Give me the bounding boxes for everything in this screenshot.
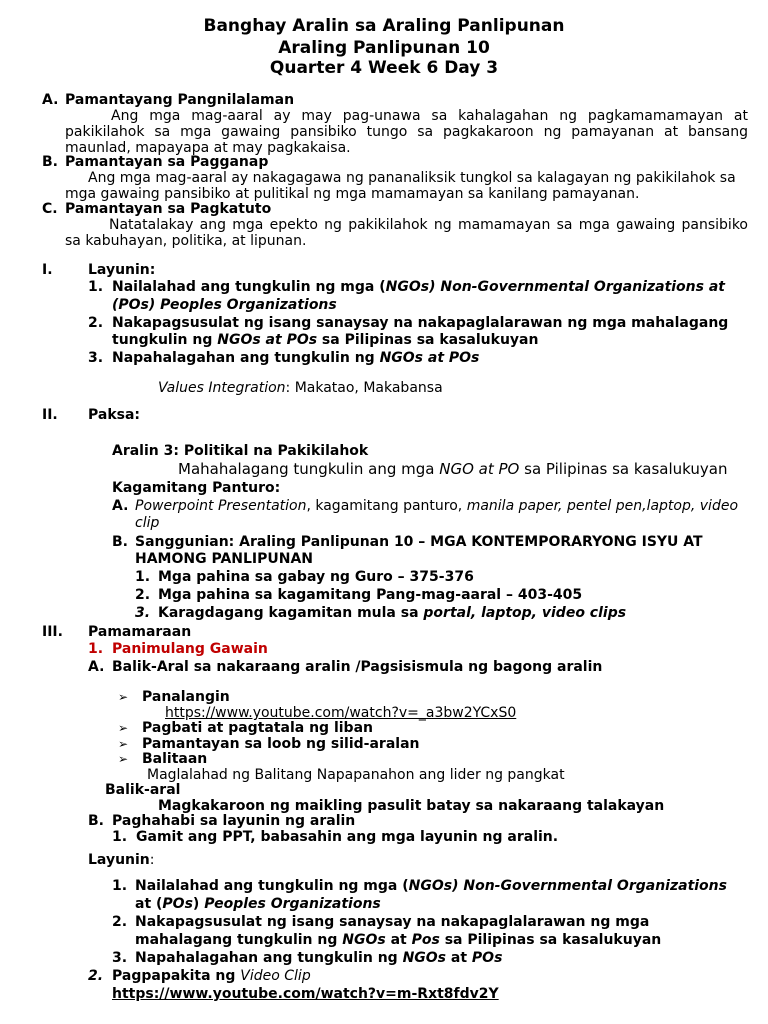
step-a-letter: A. <box>88 659 105 675</box>
aralin-title: Aralin 3: Politikal na Pakikilahok <box>112 443 369 459</box>
goal-1-line-2: at (POs) Peoples Organizations <box>135 896 381 912</box>
step-b-title: Paghahabi sa layunin ng aralin <box>112 813 356 829</box>
goal-3-number: 3. <box>112 950 128 966</box>
balik-aral-text: Magkakaroon ng maikling pasulit batay sa nakaraang talakayan <box>158 798 665 814</box>
balitaan-text: Maglalahad ng Balitang Napapanahon ang lider ng pangkat <box>147 767 565 783</box>
arrow-bullet-icon: ➢ <box>118 752 129 766</box>
kagamitan-b-letter: B. <box>112 534 128 550</box>
video-step-number: 2. <box>88 968 104 984</box>
title-line-1: Banghay Aralin sa Araling Panlipunan <box>203 16 565 36</box>
prayer-video-link[interactable]: https://www.youtube.com/watch?v=_a3bw2YCxS0 <box>165 705 517 721</box>
video-clip-link[interactable]: https://www.youtube.com/watch?v=m-Rxt8fdv2Y <box>112 986 499 1002</box>
layunin-label: Layunin: <box>88 852 155 868</box>
step-b1-text: Gamit ang PPT, babasahin ang mga layunin ng aralin. <box>136 829 559 845</box>
standard-a-text: Ang mga mag-aaral ay may pag-unawa sa kahalagahan ng pagkamamamayan at pakikilahok sa mga gawaing pansibiko tungo sa pagkakaroon ng pamayanan at bansang maunlad, mapayapa at may pagkakaisa. <box>65 108 748 156</box>
goal-1-number: 1. <box>112 878 128 894</box>
objective-3-number: 3. <box>88 350 104 366</box>
sanggunian-line-2: HAMONG PANLIPUNAN <box>135 551 314 567</box>
section-3-number: III. <box>42 624 63 640</box>
section-1-number: I. <box>42 262 53 278</box>
standard-c-letter: C. <box>42 201 58 217</box>
objective-2-line-1: Nakapagsusulat ng isang sanaysay na nakapaglalarawan ng mga mahalagang <box>112 315 729 331</box>
reference-3: Karagdagang kagamitan mula sa portal, laptop, video clips <box>158 605 627 621</box>
title-line-2: Araling Panlipunan 10 <box>278 38 490 58</box>
reference-3-number: 3. <box>135 605 151 621</box>
objective-3-line: Napahalagahan ang tungkulin ng NGOs at POs <box>112 350 480 366</box>
aralin-subtitle: Mahahalagang tungkulin ang mga NGO at PO sa Pilipinas sa kasalukuyan <box>178 460 728 478</box>
bullet-panalangin: Panalangin <box>142 689 230 705</box>
panimula-title: Panimulang Gawain <box>112 641 268 657</box>
section-1-title: Layunin: <box>88 262 156 278</box>
bullet-pagbati: Pagbati at pagtatala ng liban <box>142 720 373 736</box>
reference-2: Mga pahina sa kagamitang Pang-mag-aaral – 403-405 <box>158 587 583 603</box>
objective-1-number: 1. <box>88 279 104 295</box>
step-b-letter: B. <box>88 813 104 829</box>
goal-2-line-1: Nakapagsusulat ng isang sanaysay na nakapaglalarawan ng mga <box>135 914 650 930</box>
goal-2-number: 2. <box>112 914 128 930</box>
goal-2-line-2: mahalagang tungkulin ng NGOs at Pos sa Pilipinas sa kasalukuyan <box>135 932 662 948</box>
kagamitan-a-line-2: clip <box>135 515 160 531</box>
video-step-text: Pagpapakita ng Video Clip <box>112 968 311 984</box>
bullet-balitaan: Balitaan <box>142 751 208 767</box>
goal-3-line: Napahalagahan ang tungkulin ng NGOs at POs <box>135 950 503 966</box>
step-a-title: Balik-Aral sa nakaraang aralin /Pagsisismula ng bagong aralin <box>112 659 603 675</box>
values-integration: Values Integration: Makatao, Makabansa <box>158 380 443 396</box>
standard-b-line-1: Ang mga mag-aaral ay nakagagawa ng pananaliksik tungkol sa kalagayan ng pakikilahok sa <box>88 170 736 186</box>
objective-1-line-2: (POs) Peoples Organizations <box>112 297 337 313</box>
reference-2-number: 2. <box>135 587 151 603</box>
kagamitan-heading: Kagamitang Panturo: <box>112 480 281 496</box>
section-2-title: Paksa: <box>88 407 141 423</box>
standard-b-title: Pamantayan sa Pagganap <box>65 154 269 170</box>
arrow-bullet-icon: ➢ <box>118 690 129 704</box>
standard-c-title: Pamantayan sa Pagkatuto <box>65 201 272 217</box>
standard-a-letter: A. <box>42 92 59 108</box>
sanggunian-line-1: Sanggunian: Araling Panlipunan 10 – MGA KONTEMPORARYONG ISYU AT <box>135 534 703 550</box>
reference-1: Mga pahina sa gabay ng Guro – 375-376 <box>158 569 474 585</box>
balik-aral-heading: Balik-aral <box>105 782 181 798</box>
arrow-bullet-icon: ➢ <box>118 721 129 735</box>
goal-1-line-1: Nailalahad ang tungkulin ng mga (NGOs) Non-Governmental Organizations <box>135 878 727 894</box>
step-b1-number: 1. <box>112 829 128 845</box>
standard-b-letter: B. <box>42 154 58 170</box>
standard-a-title: Pamantayang Pangnilalaman <box>65 92 295 108</box>
arrow-bullet-icon: ➢ <box>118 737 129 751</box>
section-2-number: II. <box>42 407 58 423</box>
standard-b-line-2: mga gawaing pansibiko at pulitikal ng mga mamamayan sa kanilang pamayanan. <box>65 186 640 202</box>
objective-2-number: 2. <box>88 315 104 331</box>
kagamitan-a-letter: A. <box>112 498 129 514</box>
kagamitan-a-line-1: Powerpoint Presentation, kagamitang panturo, manila paper, pentel pen,laptop, video <box>135 498 739 514</box>
title-line-3: Quarter 4 Week 6 Day 3 <box>269 58 499 78</box>
section-3-title: Pamamaraan <box>88 624 192 640</box>
reference-1-number: 1. <box>135 569 151 585</box>
objective-2-line-2: tungkulin ng NGOs at POs sa Pilipinas sa kasalukuyan <box>112 332 539 348</box>
bullet-pamantayan: Pamantayan sa loob ng silid-aralan <box>142 736 420 752</box>
panimula-number: 1. <box>88 641 104 657</box>
objective-1-line-1: Nailalahad ang tungkulin ng mga (NGOs) Non-Governmental Organizations at <box>112 279 725 295</box>
standard-c-text: Natatalakay ang mga epekto ng pakikilahok ng mamamayan sa mga gawaing pansibiko sa kabuhayan, politika, at lipunan. <box>65 217 748 249</box>
